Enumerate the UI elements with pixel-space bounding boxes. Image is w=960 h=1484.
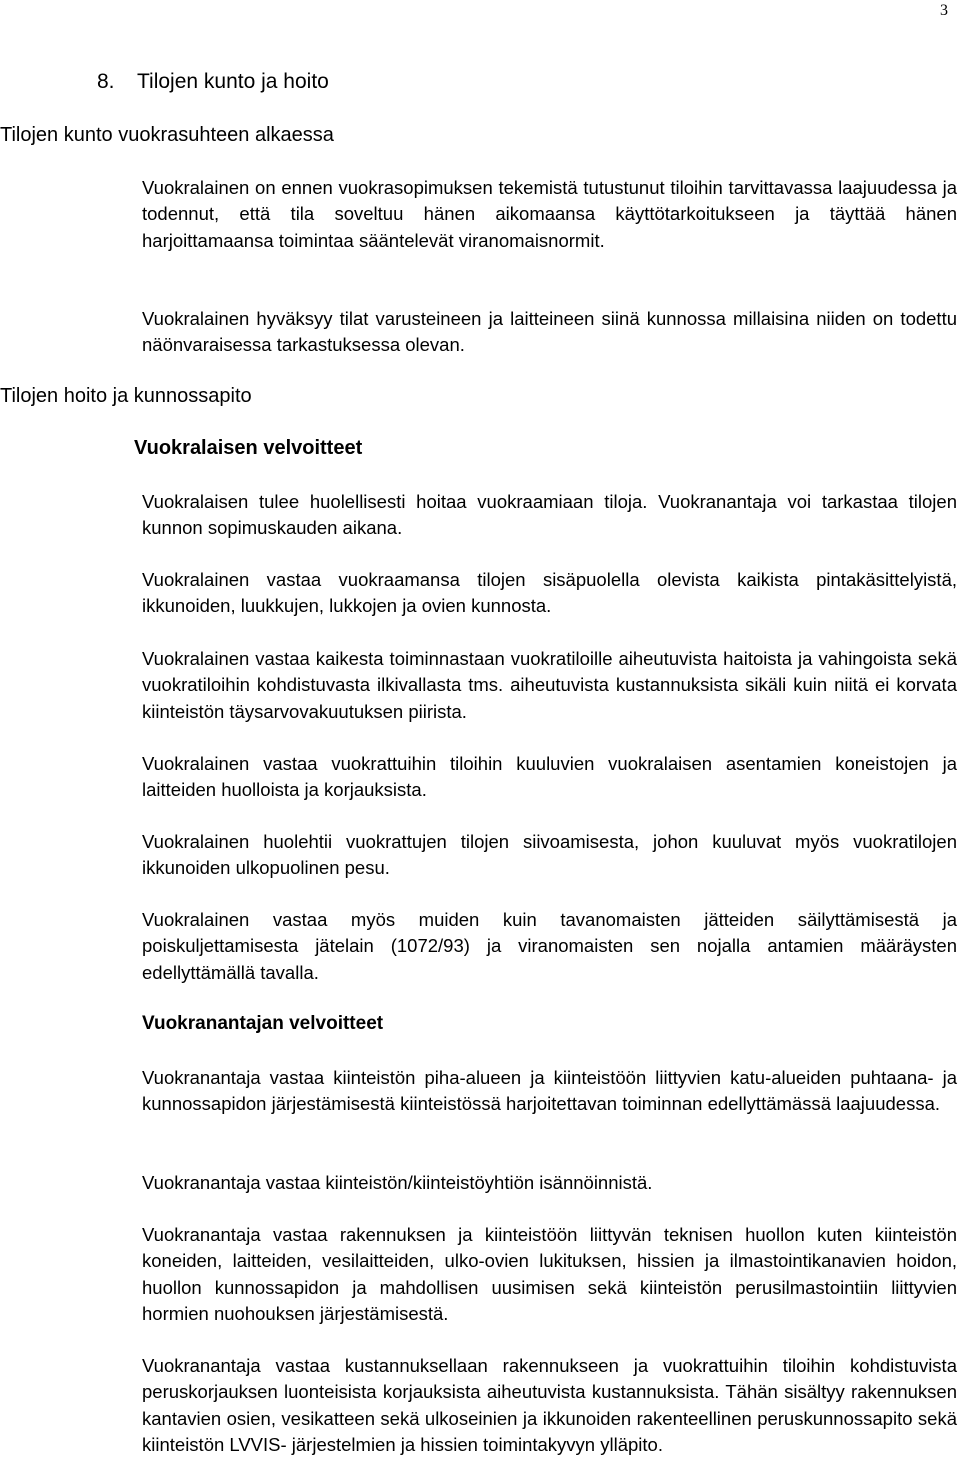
- paragraph: Vuokranantaja vastaa kustannuksellaan rakennukseen ja vuokrattuihin tiloihin kohdistuvista peruskorjauksen luonteisista korjauksista aiheutuvista kustannuksista. Tähän sisältyy rakennuksen kantavien osien, vesikatteen sekä ulkoseinien ja ikkunoiden rakenteellinen peruskunnossapito sekä kiinteistön LVVIS- järjestelmien ja hissien toimintakyvyn ylläpito.: [142, 1355, 957, 1456]
- paragraph: Vuokralainen huolehtii vuokrattujen tilojen siivoamisesta, johon kuuluvat myös vuokratilojen ikkunoiden ulkopuolinen pesu.: [142, 831, 957, 879]
- subheading-care: Tilojen hoito ja kunnossapito: [0, 385, 252, 407]
- paragraph: Vuokranantaja vastaa kiinteistön piha-alueen ja kiinteistöön liittyvien katu-alueiden puhtaana- ja kunnossapidon järjestämisestä kiinteistössä harjoitettavan toiminnan edellyttämässä laajuudessa.: [142, 1067, 957, 1115]
- paragraph: Vuokralainen on ennen vuokrasopimuksen tekemistä tutustunut tiloihin tarvittavassa laajuudessa ja todennut, että tila soveltuu hänen aikomaansa käyttötarkoitukseen ja täyttää hänen harjoittamaansa toimintaa sääntelevät viranomaisnormit.: [142, 177, 957, 251]
- paragraph: Vuokralainen vastaa kaikesta toiminnastaan vuokratiloille aiheutuvista haitoista ja vahingoista sekä vuokratiloihin kohdistuvasta ilkivallasta tms. aiheutuvista kustannuksista sikäli kuin niitä ei korvata kiinteistön täysarvovakuutuksen piirista.: [142, 648, 957, 722]
- paragraph: Vuokralainen vastaa vuokraamansa tilojen sisäpuolella olevista kaikista pintakäsittelyistä, ikkunoiden, luukkujen, lukkojen ja ovien kunnosta.: [142, 569, 957, 617]
- paragraph: Vuokralainen vastaa vuokrattuihin tiloihin kuuluvien vuokralaisen asentamien koneistojen ja laitteiden huolloista ja korjauksista.: [142, 753, 957, 801]
- subheading-start: Tilojen kunto vuokrasuhteen alkaessa: [0, 124, 334, 146]
- paragraph: Vuokralainen hyväksyy tilat varusteineen ja laitteineen siinä kunnossa millaisina niiden on todettu näönvaraisessa tarkastuksessa olevan.: [142, 308, 957, 356]
- paragraph: Vuokralainen vastaa myös muiden kuin tavanomaisten jätteiden säilyttämisestä ja poiskuljettamisesta jätelain (1072/93) ja viranomaisten sen nojalla antamien määräysten edellyttämällä tavalla.: [142, 909, 957, 983]
- tenant-obligations-heading: Vuokralaisen velvoitteet: [134, 437, 363, 459]
- paragraph: Vuokralaisen tulee huolellisesti hoitaa vuokraamiaan tiloja. Vuokranantaja voi tarkastaa tilojen kunnon sopimuskauden aikana.: [142, 491, 957, 539]
- page-number: 3: [940, 2, 948, 19]
- landlord-obligations-heading: Vuokranantajan velvoitteet: [142, 1013, 384, 1034]
- paragraph: Vuokranantaja vastaa rakennuksen ja kiinteistöön liittyvän teknisen huollon kuten kiinteistön koneiden, laitteiden, vesilaitteiden, ulko-ovien lukituksen, hissien ja ilmastointikanavien hoidon, huollon kunnossapidon ja mahdollisen uusimisen sekä kiinteistön perusilmastointiin liittyvien hormien nuohouksen järjestämisestä.: [142, 1224, 957, 1325]
- section-title: Tilojen kunto ja hoito: [137, 70, 329, 93]
- section-heading: [97, 70, 329, 94]
- paragraph: Vuokranantaja vastaa kiinteistön/kiinteistöyhtiön isännöinnistä.: [142, 1172, 653, 1193]
- section-number: 8.: [97, 70, 115, 93]
